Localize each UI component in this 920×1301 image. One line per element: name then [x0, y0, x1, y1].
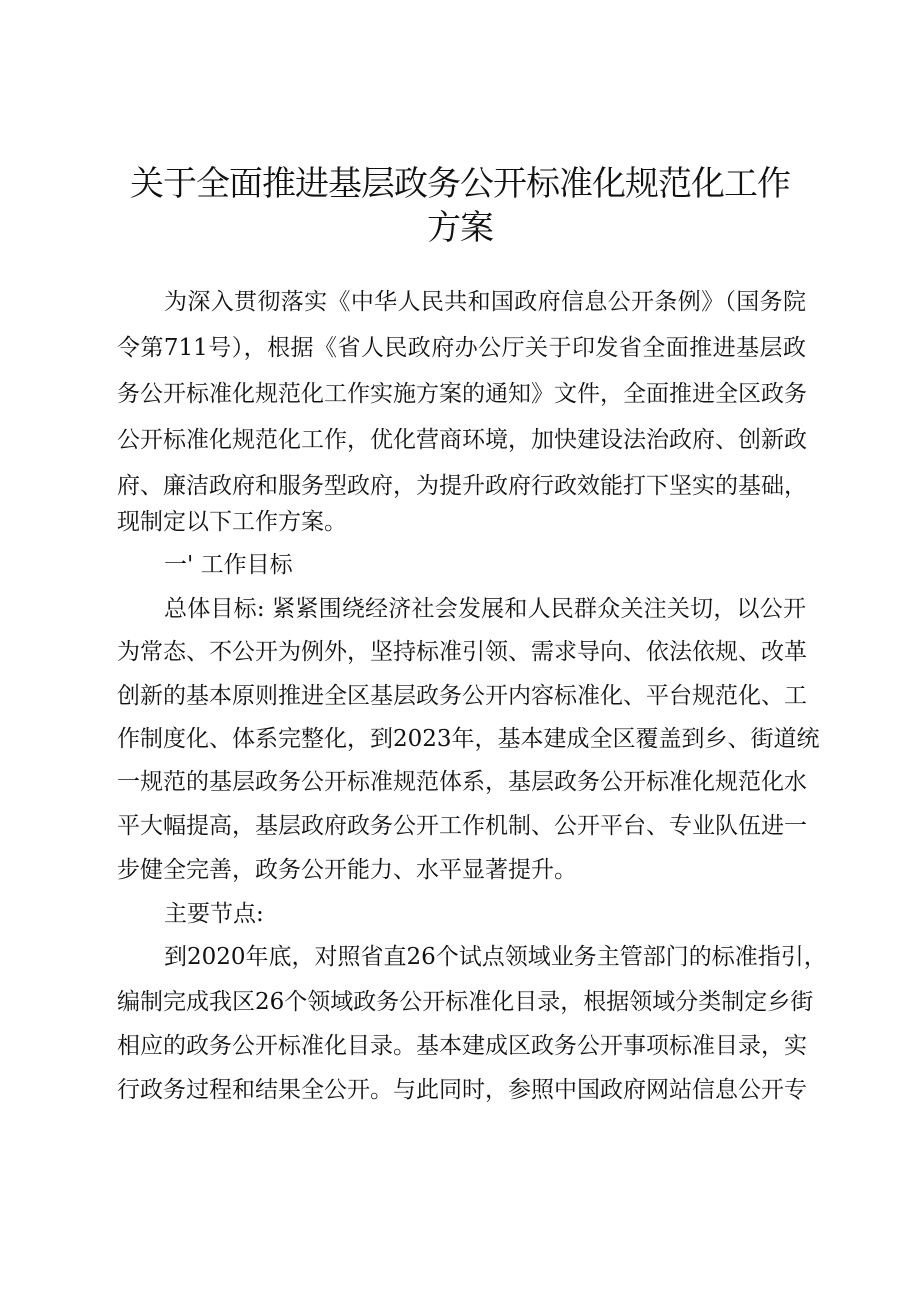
paragraph-1-line: 令第711号），根据《省人民政府办公厅关于印发省全面推进基层政: [117, 335, 806, 361]
paragraph-2-line: 一规范的基层政务公开标准规范体系，基层政务公开标准化规范化水: [117, 769, 807, 795]
paragraph-3-line: 相应的政务公开标准化目录。基本建成区政务公开事项标准目录，实: [117, 1033, 807, 1059]
paragraph-1-line: 为深入贯彻落实《中华人民共和国政府信息公开条例》（国务院: [164, 289, 806, 315]
paragraph-3-line: 到2020年底，对照省直26个试点领域业务主管部门的标准指引，: [164, 944, 827, 970]
paragraph-2-line: 创新的基本原则推进全区基层政务公开内容标准化、平台规范化、工: [117, 683, 807, 709]
paragraph-1-line: 务公开标准化规范化工作实施方案的通知》文件，全面推进全区政务: [117, 381, 807, 407]
key-nodes-heading: 主要节点:: [164, 901, 264, 927]
paragraph-3-line: 编制完成我区26个领域政务公开标准化目录，根据领域分类制定乡街: [117, 989, 814, 1015]
paragraph-2-line: 平大幅提高，基层政府政务公开工作机制、公开平台、专业队伍进一: [117, 813, 807, 839]
paragraph-1-line: 公开标准化规范化工作，优化营商环境，加快建设法治政府、创新政: [117, 427, 807, 453]
paragraph-1-line: 府、廉洁政府和服务型政府，为提升政府行政效能打下坚实的基础，: [117, 473, 807, 499]
paragraph-2-line: 步健全完善，政务公开能力、水平显著提升。: [117, 857, 577, 883]
section-heading-work-goals: 一' 工作目标: [164, 552, 293, 578]
document-title-line-1: 关于全面推进基层政务公开标准化规范化工作: [130, 164, 790, 204]
paragraph-2-line: 为常态、不公开为例外，坚持标准引领、需求导向、依法依规、改革: [117, 639, 807, 665]
paragraph-2-line: 作制度化、体系完整化，到2023年，基本建成全区覆盖到乡、街道统: [117, 726, 820, 752]
document-title-line-2: 方案: [427, 208, 493, 248]
paragraph-2-line: 总体目标: 紧紧围绕经济社会发展和人民群众关注关切，以公开: [164, 596, 806, 622]
paragraph-1-line: 现制定以下工作方案。: [117, 509, 347, 535]
paragraph-3-line: 行政务过程和结果全公开。与此同时，参照中国政府网站信息公开专: [117, 1077, 807, 1103]
